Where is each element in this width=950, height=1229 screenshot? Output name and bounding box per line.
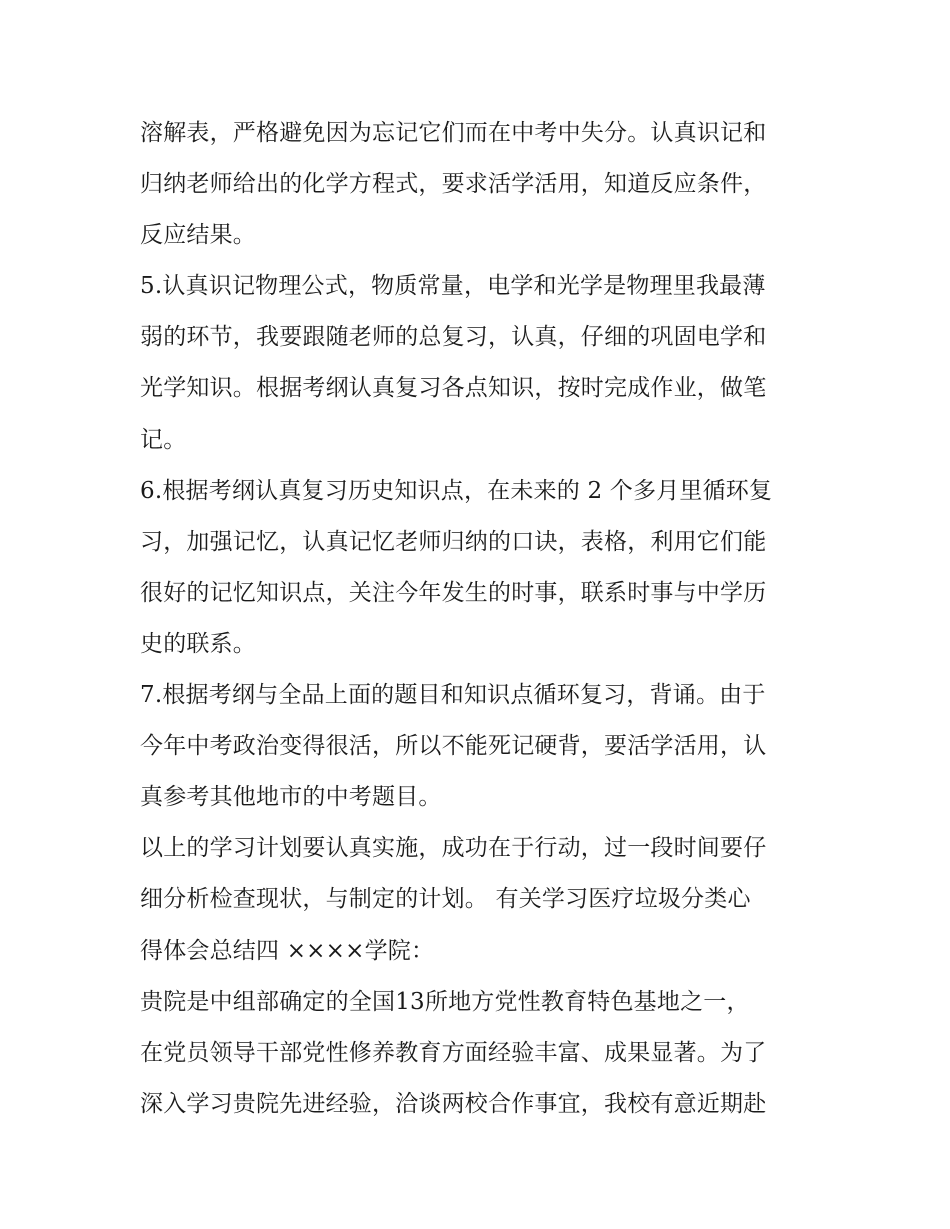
text-line: 6.根据考纲认真复习历史知识点，在未来的 2 个多月里循环复 (140, 477, 773, 504)
text-line: 反应结果。 (140, 222, 256, 249)
text-line: 溶解表，严格避免因为忘记它们而在中考中失分。认真识记和 (140, 120, 767, 146)
text-line: 今年中考政治变得很活，所以不能死记硬背，要活学活用，认 (140, 733, 767, 760)
text-line: 深入学习贵院先进经验，洽谈两校合作事宜，我校有意近期赴 (140, 1090, 767, 1117)
document-body (140, 108, 820, 1130)
text-line: 史的联系。 (140, 630, 256, 657)
text-line: 贵院是中组部确定的全国13所地方党性教育特色基地之一， (140, 988, 750, 1015)
text-line: 很好的记忆知识点，关注今年发生的时事，联系时事与中学历 (140, 579, 767, 606)
text-line: 弱的环节，我要跟随老师的总复习，认真，仔细的巩固电学和 (140, 324, 767, 351)
text-line: 得体会总结四 ××××学院： (140, 937, 435, 964)
text-line: 细分析检查现状，与制定的计划。 有关学习医疗垃圾分类心 (140, 886, 751, 913)
text-line: 在党员领导干部党性修养教育方面经验丰富、成果显著。为了 (140, 1039, 767, 1066)
text-line: 真参考其他地市的中考题目。 (140, 784, 442, 811)
text-line: 5.认真识记物理公式，物质常量，电学和光学是物理里我最薄 (140, 273, 766, 300)
text-line: 习，加强记忆，认真记忆老师归纳的口诀，表格，利用它们能 (140, 528, 767, 555)
text-line: 光学知识。根据考纲认真复习各点知识，按时完成作业，做笔 (140, 375, 767, 402)
text-line: 记。 (140, 426, 187, 453)
text-line: 7.根据考纲与全品上面的题目和知识点循环复习，背诵。由于 (140, 682, 766, 709)
text-line: 以上的学习计划要认真实施，成功在于行动，过一段时间要仔 (140, 835, 767, 862)
text-line: 归纳老师给出的化学方程式，要求活学活用，知道反应条件， (140, 171, 767, 198)
